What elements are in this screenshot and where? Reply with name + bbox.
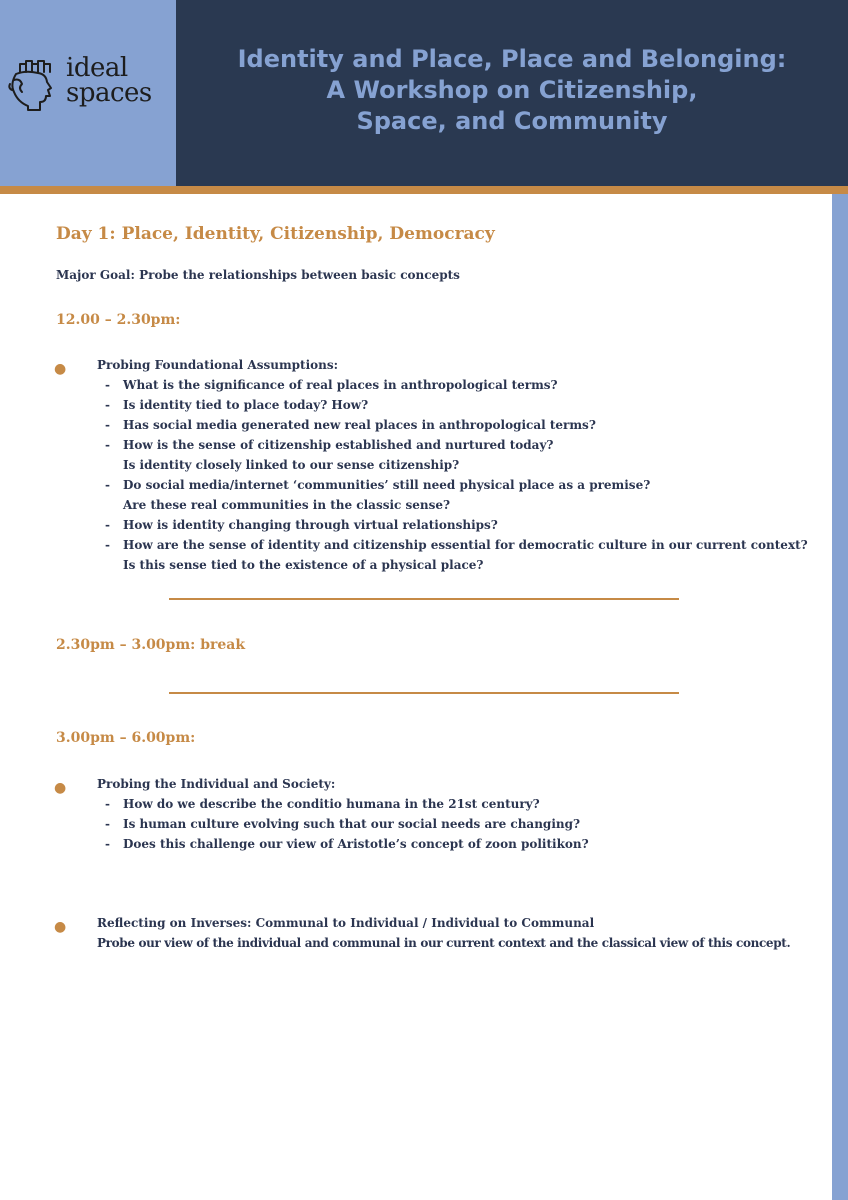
ideal-spaces-logo <box>6 54 166 116</box>
dash-icon: - <box>105 478 110 492</box>
session-1-block <box>97 355 808 575</box>
section-divider <box>169 598 679 600</box>
list-item-text: How are the sense of identity and citizenship essential for democratic culture in our current context? <box>123 538 808 552</box>
dash-icon: - <box>105 418 110 432</box>
list-item-continuation: Is this sense tied to the existence of a physical place? <box>123 558 484 572</box>
day-heading: Day 1: Place, Identity, Citizenship, Democracy <box>56 224 495 244</box>
session-2-heading: Probing the Individual and Society: <box>97 777 336 791</box>
bullet-icon: ● <box>54 919 67 935</box>
document-title <box>176 44 848 137</box>
title-line-3: Space, and Community <box>356 107 668 135</box>
bullet-icon: ● <box>54 780 67 796</box>
list-item <box>97 375 808 395</box>
list-item-continuation: Is identity closely linked to our sense citizenship? <box>123 458 460 472</box>
logo-word-ideal: ideal <box>66 53 128 83</box>
list-item <box>97 435 808 475</box>
session-1-heading: Probing Foundational Assumptions: <box>97 358 339 372</box>
list-item-text: How is identity changing through virtual relationships? <box>123 518 498 532</box>
title-line-1: Identity and Place, Place and Belonging: <box>237 45 787 73</box>
list-item-text: How do we describe the conditio humana in the 21st century? <box>123 797 540 811</box>
list-item-text: Has social media generated new real places in anthropological terms? <box>123 418 596 432</box>
dash-icon: - <box>105 518 110 532</box>
list-item <box>97 395 808 415</box>
list-item <box>97 834 589 854</box>
bullet-icon: ● <box>54 361 67 377</box>
list-item-text: What is the significance of real places in anthropological terms? <box>123 378 558 392</box>
dash-icon: - <box>105 538 110 552</box>
section-divider <box>169 692 679 694</box>
list-item <box>97 515 808 535</box>
session-2-block <box>97 774 589 854</box>
dash-icon: - <box>105 817 110 831</box>
title-line-2: A Workshop on Citizenship, <box>326 76 698 104</box>
session-1-time: 12.00 – 2.30pm: <box>56 312 181 328</box>
dash-icon: - <box>105 378 110 392</box>
list-item <box>97 794 589 814</box>
classical-head-icon <box>6 58 60 112</box>
list-item <box>97 535 808 575</box>
list-item-text: Does this challenge our view of Aristotle’s concept of zoon politikon? <box>123 837 589 851</box>
list-item-text: How is the sense of citizenship established and nurtured today? <box>123 438 554 452</box>
dash-icon: - <box>105 438 110 452</box>
list-item-text: Is identity tied to place today? How? <box>123 398 369 412</box>
major-goal: Major Goal: Probe the relationships between basic concepts <box>56 268 460 282</box>
dash-icon: - <box>105 398 110 412</box>
logo-wordmark <box>66 53 152 108</box>
reflection-block <box>97 913 790 953</box>
session-2-time: 3.00pm – 6.00pm: <box>56 730 196 746</box>
list-item <box>97 814 589 834</box>
dash-icon: - <box>105 797 110 811</box>
list-item-continuation: Are these real communities in the classic sense? <box>123 498 451 512</box>
reflection-heading: Reflecting on Inverses: Communal to Individual / Individual to Communal <box>97 916 595 930</box>
reflection-body: Probe our view of the individual and communal in our current context and the classical view of this concept. <box>97 936 791 950</box>
logo-word-spaces: spaces <box>66 78 152 108</box>
list-item-text: Is human culture evolving such that our social needs are changing? <box>123 817 581 831</box>
header-divider <box>0 186 848 194</box>
list-item <box>97 475 808 515</box>
break-time: 2.30pm – 3.00pm: break <box>56 637 246 653</box>
side-accent-bar <box>832 194 848 1200</box>
list-item-text: Do social media/internet ‘communities’ still need physical place as a premise? <box>123 478 651 492</box>
dash-icon: - <box>105 837 110 851</box>
list-item <box>97 415 808 435</box>
